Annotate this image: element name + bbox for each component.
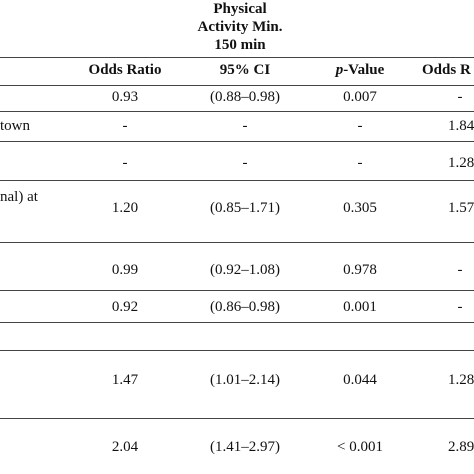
row-rule-1 — [0, 111, 474, 112]
col-95ci: 95% CI — [219, 62, 271, 78]
row8-p: < 0.001 — [337, 439, 383, 455]
row7-ci: (1.01–2.14) — [210, 372, 280, 388]
row6-or2: - — [457, 299, 463, 315]
row4-or: 1.20 — [111, 200, 139, 216]
row4-ci: (0.85–1.71) — [210, 200, 280, 216]
row5-or: 0.99 — [111, 262, 139, 278]
row3-or: - — [122, 155, 128, 171]
row2-or: - — [122, 118, 128, 134]
row3-or2: 1.28 — [448, 155, 474, 171]
row8-ci: (1.41–2.97) — [210, 439, 280, 455]
row-rule-3 — [0, 180, 474, 181]
row3-p: - — [357, 155, 363, 171]
row1-or2: - — [457, 89, 463, 105]
col-p-value — [310, 62, 410, 79]
row1-ci: (0.88–0.98) — [210, 89, 280, 105]
group-header-line3: 150 min — [214, 37, 266, 53]
row-rule-8 — [0, 418, 474, 419]
row-rule-2 — [0, 141, 474, 142]
header-rule — [0, 85, 474, 86]
group-header-line1: Physical — [213, 1, 267, 17]
group-header-line2: Activity Min. — [197, 19, 283, 35]
row4-p: 0.305 — [343, 200, 377, 216]
row7-p: 0.044 — [343, 372, 377, 388]
row1-p: 0.007 — [343, 89, 377, 105]
p-letter: p — [335, 62, 344, 78]
row2-or2: 1.84 — [448, 118, 474, 134]
row-rule-6 — [0, 322, 474, 323]
row8-or2: 2.89 — [448, 439, 474, 455]
row4-or2: 1.57 — [448, 200, 474, 216]
row2-label: town — [0, 118, 30, 134]
row-rule-5 — [0, 290, 474, 291]
row-rule-4 — [0, 242, 474, 243]
row7-or: 1.47 — [111, 372, 139, 388]
p-suffix: -Value — [343, 62, 385, 78]
row4-label: nal) at — [0, 189, 38, 205]
row5-or2: - — [457, 262, 463, 278]
row2-p: - — [357, 118, 363, 134]
row6-p: 0.001 — [343, 299, 377, 315]
row6-ci: (0.86–0.98) — [210, 299, 280, 315]
row3-ci: - — [242, 155, 248, 171]
row1-or: 0.93 — [111, 89, 139, 105]
top-rule — [0, 57, 474, 58]
row8-or: 2.04 — [111, 439, 139, 455]
row5-p: 0.978 — [343, 262, 377, 278]
col-odds-ratio-2: Odds R — [422, 62, 471, 78]
row5-ci: (0.92–1.08) — [210, 262, 280, 278]
col-odds-ratio: Odds Ratio — [88, 62, 162, 78]
row6-or: 0.92 — [111, 299, 139, 315]
row-rule-7 — [0, 350, 474, 351]
row2-ci: - — [242, 118, 248, 134]
row7-or2: 1.28 — [448, 372, 474, 388]
